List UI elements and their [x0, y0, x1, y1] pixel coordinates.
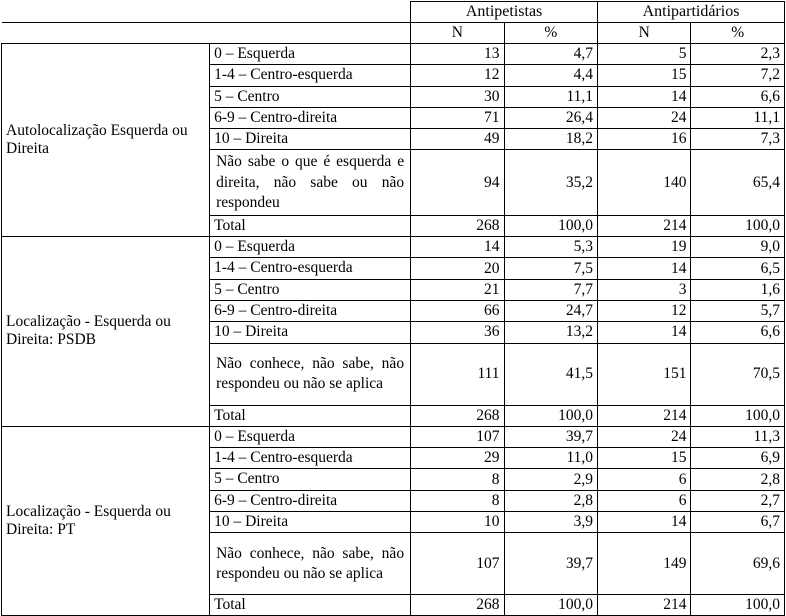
value-cell: 18,2	[504, 129, 597, 150]
value-cell: 214	[598, 595, 691, 616]
value-cell: 2,9	[504, 469, 597, 490]
value-cell: 107	[411, 426, 504, 447]
value-cell: 65,4	[691, 150, 785, 215]
value-cell: 14	[411, 237, 504, 258]
table-row	[2, 426, 785, 447]
value-cell: 39,7	[504, 533, 597, 595]
value-cell: 9,0	[691, 237, 785, 258]
value-cell: 15	[598, 448, 691, 469]
value-cell: 5	[598, 44, 691, 65]
header-col-n-antipartidarios: N	[598, 23, 691, 44]
value-cell: 41,5	[504, 343, 597, 405]
value-cell: 268	[411, 595, 504, 616]
value-cell: 12	[598, 300, 691, 321]
value-cell: 6,6	[691, 322, 785, 343]
header-row-groups	[2, 2, 785, 23]
value-cell: 8	[411, 490, 504, 511]
header-col-pct-antipartidarios: %	[691, 23, 785, 44]
value-cell: 29	[411, 448, 504, 469]
value-cell: 39,7	[504, 426, 597, 447]
value-cell: 11,3	[691, 426, 785, 447]
value-cell: 107	[411, 533, 504, 595]
value-cell: 5,7	[691, 300, 785, 321]
value-cell: 6,5	[691, 258, 785, 279]
header-group-antipartidarios: Antipartidários	[598, 2, 785, 23]
header-col-n-antipetistas: N	[411, 23, 504, 44]
value-cell: 1,6	[691, 279, 785, 300]
value-cell: 7,2	[691, 65, 785, 86]
value-cell: 35,2	[504, 150, 597, 215]
value-cell: 151	[598, 343, 691, 405]
header-col-pct-antipetistas: %	[504, 23, 597, 44]
value-cell: 7,3	[691, 129, 785, 150]
section-label-pt: Localização - Esquerda ou Direita: PT	[2, 426, 210, 616]
category-cell: 0 – Esquerda	[210, 44, 411, 65]
value-cell: 66	[411, 300, 504, 321]
header-corner-blank-2	[2, 23, 411, 44]
value-cell: 6,6	[691, 86, 785, 107]
value-cell: 100,0	[504, 595, 597, 616]
value-cell: 2,7	[691, 490, 785, 511]
category-cell: 1-4 – Centro-esquerda	[210, 258, 411, 279]
category-cell: 1-4 – Centro-esquerda	[210, 65, 411, 86]
value-cell: 5,3	[504, 237, 597, 258]
category-cell: Não conhece, não sabe, não respondeu ou não se aplica	[210, 533, 411, 595]
category-cell: 5 – Centro	[210, 469, 411, 490]
value-cell: 100,0	[691, 215, 785, 236]
value-cell: 4,4	[504, 65, 597, 86]
value-cell: 20	[411, 258, 504, 279]
header-row-subcolumns	[2, 23, 785, 44]
value-cell: 36	[411, 322, 504, 343]
category-cell: 6-9 – Centro-direita	[210, 107, 411, 128]
value-cell: 100,0	[504, 215, 597, 236]
value-cell: 6,7	[691, 511, 785, 532]
value-cell: 100,0	[691, 595, 785, 616]
value-cell: 14	[598, 258, 691, 279]
value-cell: 24,7	[504, 300, 597, 321]
table-body	[2, 44, 785, 616]
value-cell: 7,5	[504, 258, 597, 279]
value-cell: 11,1	[691, 107, 785, 128]
category-cell: 6-9 – Centro-direita	[210, 490, 411, 511]
value-cell: 12	[411, 65, 504, 86]
value-cell: 100,0	[504, 405, 597, 426]
value-cell: 149	[598, 533, 691, 595]
category-cell: 0 – Esquerda	[210, 237, 411, 258]
value-cell: 69,6	[691, 533, 785, 595]
value-cell: 214	[598, 215, 691, 236]
value-cell: 6	[598, 469, 691, 490]
table-row	[2, 44, 785, 65]
value-cell: 16	[598, 129, 691, 150]
category-cell: 10 – Direita	[210, 129, 411, 150]
value-cell: 14	[598, 511, 691, 532]
category-cell: 1-4 – Centro-esquerda	[210, 448, 411, 469]
value-cell: 15	[598, 65, 691, 86]
value-cell: 2,8	[691, 469, 785, 490]
category-cell: 10 – Direita	[210, 511, 411, 532]
value-cell: 26,4	[504, 107, 597, 128]
value-cell: 11,1	[504, 86, 597, 107]
value-cell: 49	[411, 129, 504, 150]
value-cell: 268	[411, 215, 504, 236]
value-cell: 13	[411, 44, 504, 65]
value-cell: 14	[598, 322, 691, 343]
table-header	[2, 2, 785, 44]
header-corner-blank	[2, 2, 411, 23]
category-cell: Não conhece, não sabe, não respondeu ou não se aplica	[210, 343, 411, 405]
value-cell: 8	[411, 469, 504, 490]
category-cell: 5 – Centro	[210, 86, 411, 107]
category-cell: 0 – Esquerda	[210, 426, 411, 447]
category-cell: 5 – Centro	[210, 279, 411, 300]
value-cell: 3	[598, 279, 691, 300]
section-label-autolocalizacao: Autolocalização Esquerda ou Direita	[2, 44, 210, 237]
value-cell: 111	[411, 343, 504, 405]
data-table	[1, 1, 785, 616]
value-cell: 6,9	[691, 448, 785, 469]
category-cell: 6-9 – Centro-direita	[210, 300, 411, 321]
value-cell: 6	[598, 490, 691, 511]
value-cell: 7,7	[504, 279, 597, 300]
header-group-antipetistas: Antipetistas	[411, 2, 598, 23]
value-cell: 3,9	[504, 511, 597, 532]
category-cell-total: Total	[210, 595, 411, 616]
value-cell: 14	[598, 86, 691, 107]
value-cell: 71	[411, 107, 504, 128]
value-cell: 268	[411, 405, 504, 426]
value-cell: 140	[598, 150, 691, 215]
value-cell: 10	[411, 511, 504, 532]
category-cell-total: Total	[210, 215, 411, 236]
value-cell: 214	[598, 405, 691, 426]
value-cell: 21	[411, 279, 504, 300]
value-cell: 2,8	[504, 490, 597, 511]
table-container	[0, 1, 786, 614]
value-cell: 24	[598, 107, 691, 128]
value-cell: 24	[598, 426, 691, 447]
value-cell: 4,7	[504, 44, 597, 65]
table-row	[2, 237, 785, 258]
value-cell: 100,0	[691, 405, 785, 426]
value-cell: 2,3	[691, 44, 785, 65]
category-cell-total: Total	[210, 405, 411, 426]
category-cell: 10 – Direita	[210, 322, 411, 343]
value-cell: 11,0	[504, 448, 597, 469]
value-cell: 70,5	[691, 343, 785, 405]
category-cell: Não sabe o que é esquerda e direita, não sabe ou não respondeu	[210, 150, 411, 215]
value-cell: 13,2	[504, 322, 597, 343]
value-cell: 19	[598, 237, 691, 258]
value-cell: 30	[411, 86, 504, 107]
value-cell: 94	[411, 150, 504, 215]
section-label-psdb: Localização - Esquerda ou Direita: PSDB	[2, 237, 210, 427]
